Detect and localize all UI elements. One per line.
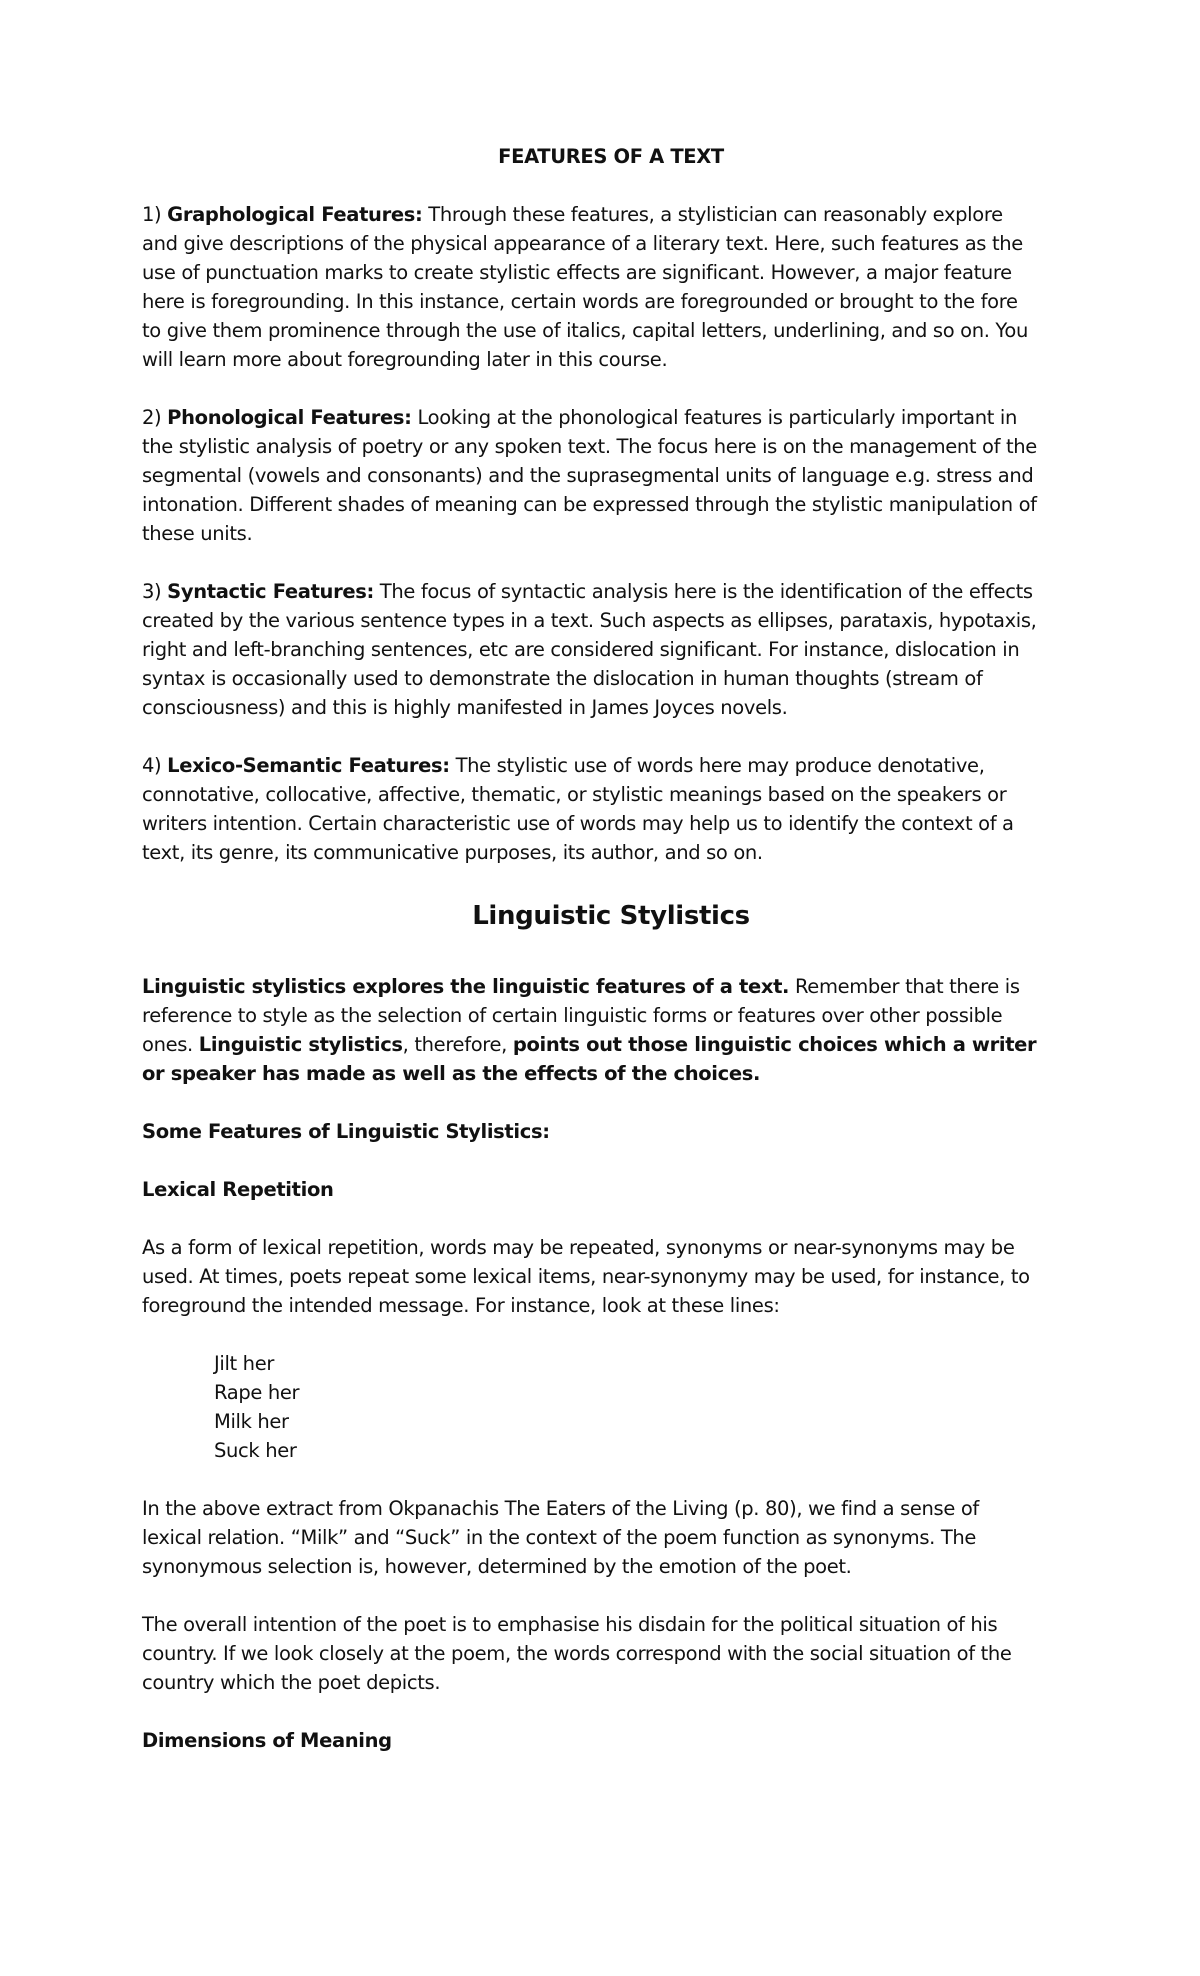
- feature-number: 2): [142, 406, 168, 429]
- intro-bold-conclusion: points out those linguistic choices which a writer or speaker has made as well as the effects of the choices.: [142, 1033, 1037, 1085]
- intro-text: Remember that there is reference to style as the selection of certain linguistic forms or features over other possible ones.: [142, 975, 1020, 1056]
- dimensions-of-meaning-heading: Dimensions of Meaning: [142, 1729, 392, 1752]
- poem-extract: [214, 1349, 1042, 1465]
- feature-term: Lexico-Semantic Features:: [167, 754, 450, 777]
- intro-bold-term: Linguistic stylistics: [198, 1033, 403, 1056]
- extract-analysis-paragraph: In the above extract from Okpanachis The Eaters of the Living (p. 80), we find a sense of lexical relation. “Milk” and “Suck” in the context of the poem function as synonyms. The synonymous selection is, however, determined by the emotion of the poet.: [142, 1497, 979, 1578]
- document-title: FEATURES OF A TEXT: [498, 145, 724, 168]
- poem-line: Rape her: [214, 1381, 300, 1404]
- feature-term: Graphological Features:: [167, 203, 423, 226]
- feature-phonological: [142, 403, 1042, 548]
- feature-lexico-semantic: [142, 751, 1042, 867]
- intro-bold-definition: Linguistic stylistics explores the linguistic features of a text.: [142, 975, 790, 998]
- feature-number: 3): [142, 580, 168, 603]
- feature-description: The focus of syntactic analysis here is the identification of the effects created by the various sentence types in a text. Such aspects as ellipses, parataxis, hypotaxis, right and left-branching sentences, etc are considered significant. For instance, dislocation in syntax is occasionally used to demonstrate the dislocation in human thoughts (stream of consciousness) and this is highly manifested in James Joyces novels.: [142, 580, 1037, 719]
- feature-description: Through these features, a stylistician can reasonably explore and give descriptions of the physical appearance of a literary text. Here, such features as the use of punctuation marks to create stylistic effects are significant. However, a major feature here is foregrounding. In this instance, certain words are foregrounded or brought to the fore to give them prominence through the use of italics, capital letters, underlining, and so on. You will learn more about foregrounding later in this course.: [142, 203, 1028, 371]
- poem-line: Jilt her: [214, 1352, 275, 1375]
- features-heading: Some Features of Linguistic Stylistics:: [142, 1120, 550, 1143]
- poem-line: Milk her: [214, 1410, 289, 1433]
- feature-term: Syntactic Features:: [167, 580, 374, 603]
- document-page: [142, 142, 1042, 1784]
- lexical-repetition-heading: Lexical Repetition: [142, 1178, 334, 1201]
- feature-description: The stylistic use of words here may produce denotative, connotative, collocative, affective, thematic, or stylistic meanings based on the speakers or writers intention. Certain characteristic use of words may help us to identify the context of a text, its genre, its communicative purposes, its author, and so on.: [142, 754, 1014, 864]
- intro-text: , therefore,: [402, 1033, 513, 1056]
- feature-number: 1): [142, 203, 168, 226]
- feature-number: 4): [142, 754, 168, 777]
- feature-graphological: [142, 200, 1042, 374]
- feature-description: Looking at the phonological features is particularly important in the stylistic analysis of poetry or any spoken text. The focus here is on the management of the segmental (vowels and consonants) and the suprasegmental units of language e.g. stress and intonation. Different shades of meaning can be expressed through the stylistic manipulation of these units.: [142, 406, 1037, 545]
- lexical-repetition-paragraph: As a form of lexical repetition, words may be repeated, synonyms or near-synonyms may be used. At times, poets repeat some lexical items, near-synonymy may be used, for instance, to foreground the intended message. For instance, look at these lines:: [142, 1236, 1030, 1317]
- feature-term: Phonological Features:: [167, 406, 412, 429]
- intro-paragraph: [142, 972, 1042, 1088]
- feature-syntactic: [142, 577, 1042, 722]
- section-heading-linguistic-stylistics: Linguistic Stylistics: [472, 901, 750, 931]
- poet-intention-paragraph: The overall intention of the poet is to emphasise his disdain for the political situation of his country. If we look closely at the poem, the words correspond with the social situation of the country which the poet depicts.: [142, 1613, 1012, 1694]
- poem-line: Suck her: [214, 1439, 297, 1462]
